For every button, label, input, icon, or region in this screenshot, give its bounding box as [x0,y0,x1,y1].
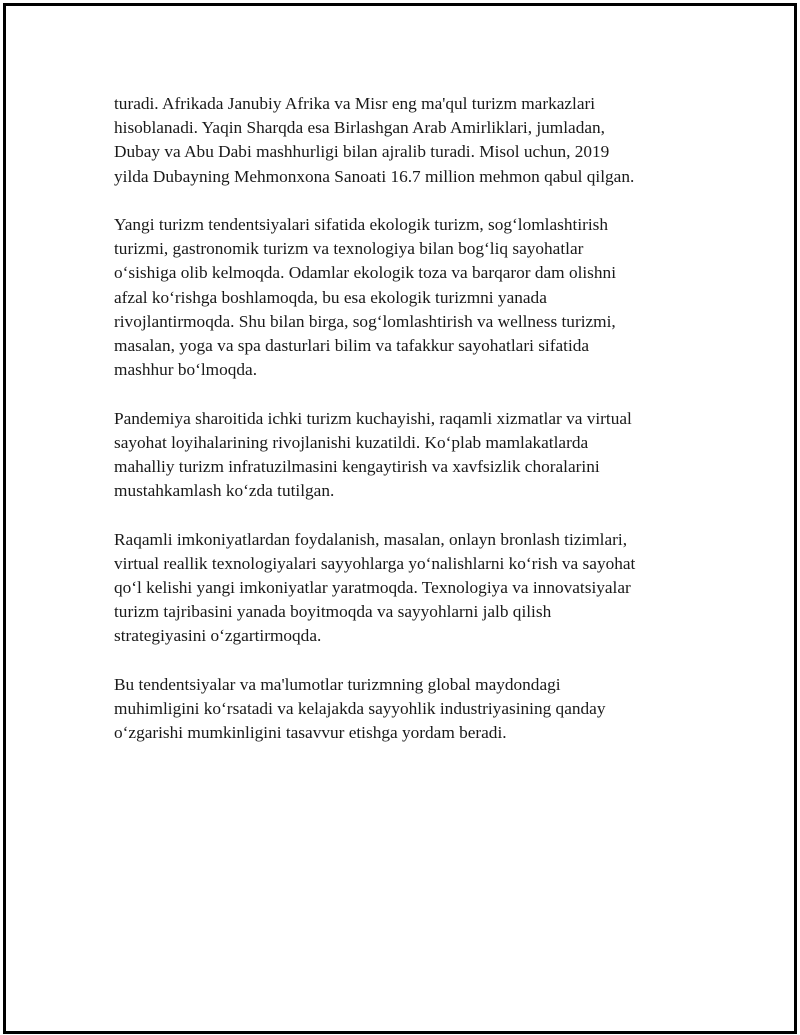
paragraph-3: Pandemiya sharoitida ichki turizm kuchayishi, raqamli xizmatlar va virtual sayohat loyihalarining rivojlanishi kuzatildi. Ko‘plab mamlakatlarda mahalliy turizm infratuzilmasini kengaytirish va xavfsizlik choralarini mustahkamlash ko‘zda tutilgan. [114,408,632,501]
paragraph-2: Yangi turizm tendentsiyalari sifatida ekologik turizm, sog‘lomlashtirish turizmi, gastronomik turizm va texnologiya bilan bog‘liq sayohatlar o‘sishiga olib kelmoqda. Odamlar ekologik toza va barqaror dam olishni afzal ko‘rishga boshlamoqda, bu esa ekologik turizmni yanada rivojlantirmoqda. Shu bilan birga, sog‘lomlashtirish va wellness turizmi, masalan, yoga va spa dasturlari bilim va tafakkur sayohatlari sifatida mashhur bo‘lmoqda. [114,215,616,380]
paragraph-4: Raqamli imkoniyatlardan foydalanish, masalan, onlayn bronlash tizimlari, virtual reallik texnologiyalari sayyohlarga yo‘nalishlarni ko‘rish va sayohat qo‘l kelishi yangi imkoniyatlar yaratmoqda. Texnologiya va innovatsiyalar turizm tajribasini yanada boyitmoqda va sayyohlarni jalb qilish strategiyasini o‘zgartirmoqda. [114,529,636,646]
paragraph-5: Bu tendentsiyalar va ma'lumotlar turizmning global maydondagi muhimligini ko‘rsatadi va kelajakda sayyohlik industriyasining qanday o‘zgarishi mumkinligini tasavvur etishga yordam beradi. [114,674,606,743]
document-body [114,92,689,770]
paragraph-1: turadi. Afrikada Janubiy Afrika va Misr eng ma'qul turizm markazlari hisoblanadi. Yaqin Sharqda esa Birlashgan Arab Amirliklari, jumladan, Dubay va Abu Dabi mashhurligi bilan ajralib turadi. Misol uchun, 2019 yilda Dubayning Mehmonxona Sanoati 16.7 million mehmon qabul qilgan. [114,94,635,186]
